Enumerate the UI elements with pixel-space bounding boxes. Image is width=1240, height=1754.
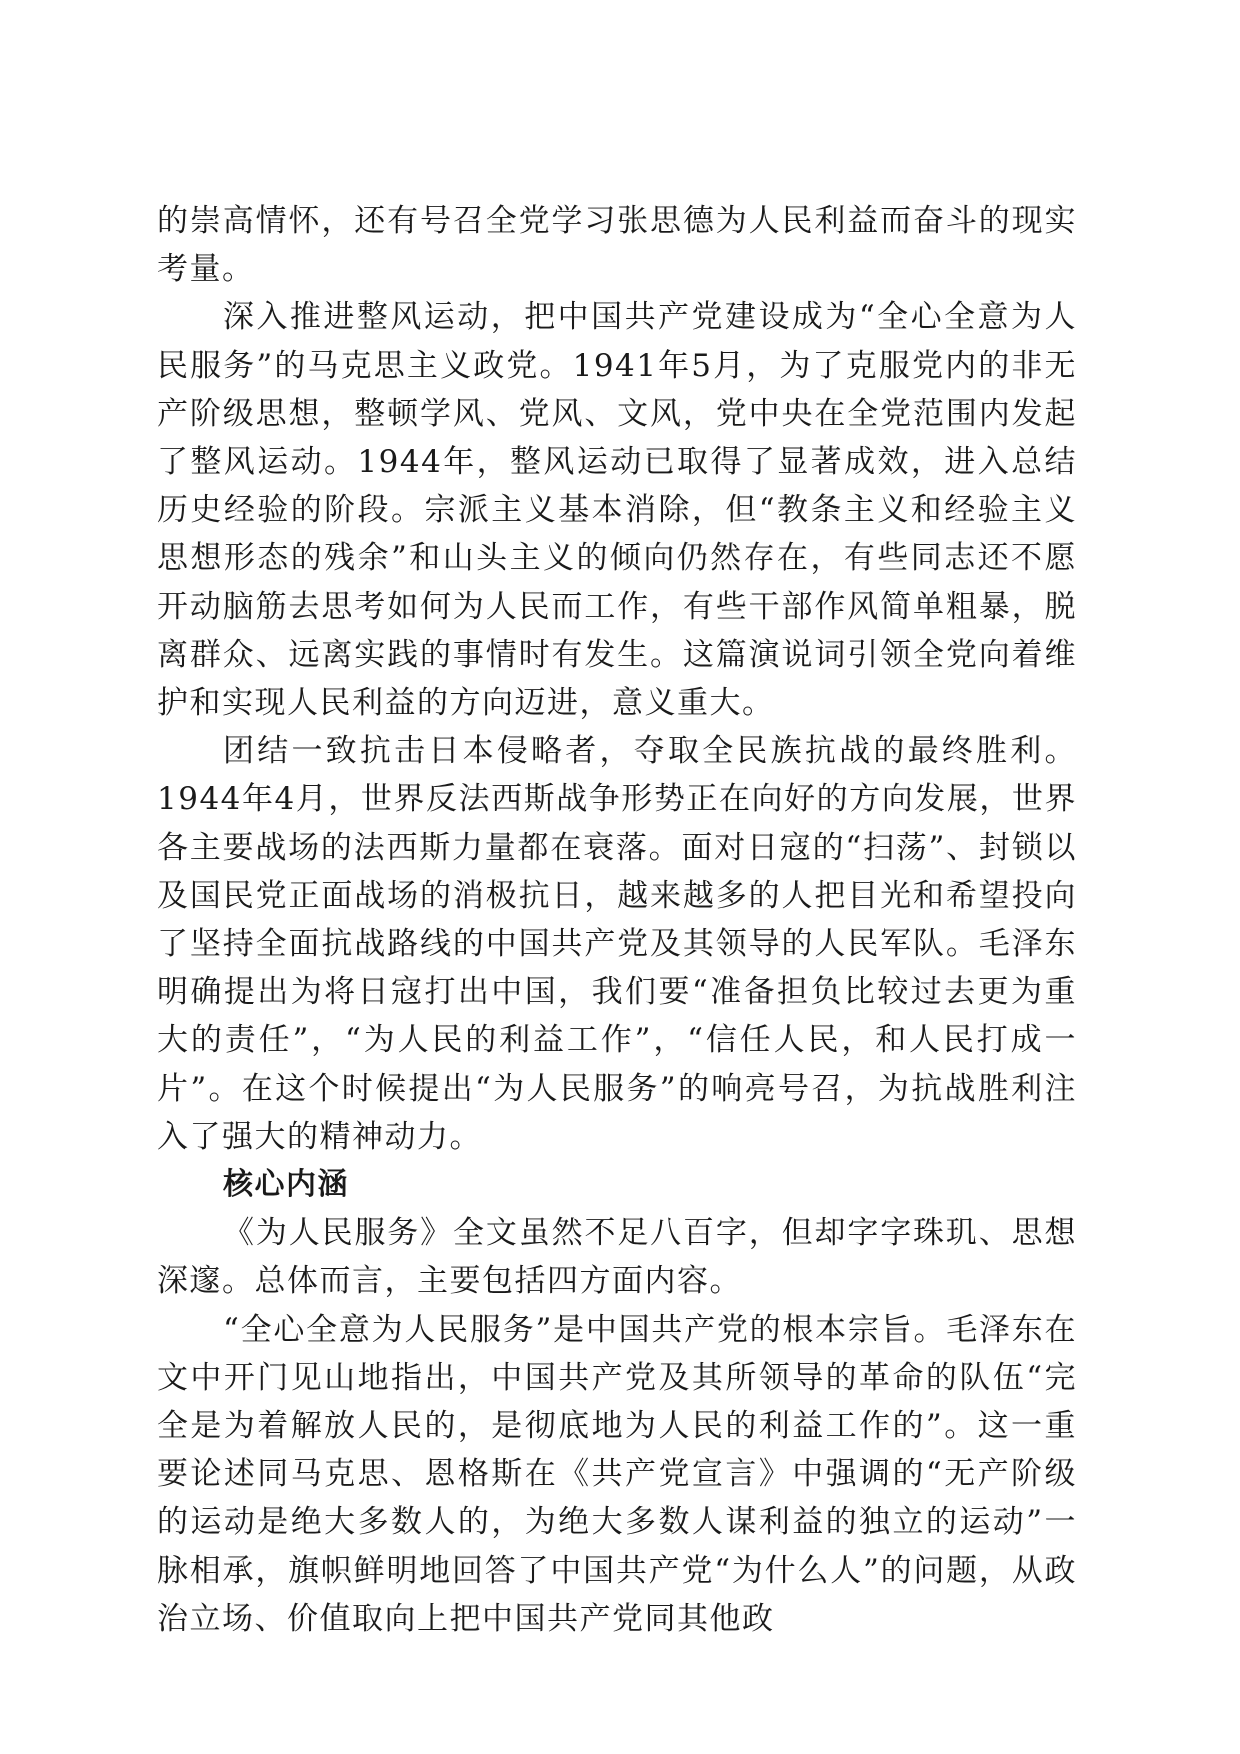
paragraph-rectification-movement: 深入推进整风运动，把中国共产党建设成为“全心全意为人民服务”的马克思主义政党。1941年5月，为了克服党内的非无产阶级思想，整顿学风、党风、文风，党中央在全党范围内发起了整风运动。1944年，整风运动已取得了显著成效，进入总结历史经验的阶段。宗派主义基本消除，但“教条主义和经验主义思想形态的残余”和山头主义的倾向仍然存在，有些同志还不愿开动脑筋去思考如何为人民而工作，有些干部作风简单粗暴，脱离群众、远离实践的事情时有发生。这篇演说词引领全党向着维护和实现人民利益的方向迈进，意义重大。: [157, 299, 1077, 722]
paragraph-continuation: 的崇高情怀，还有号召全党学习张思德为人民利益而奋斗的现实考量。: [157, 203, 1077, 288]
paragraph-overview: 《为人民服务》全文虽然不足八百字，但却字字珠玑、思想深邃。总体而言，主要包括四方面内容。: [157, 1215, 1077, 1300]
paragraph-anti-japanese-war: 团结一致抗击日本侵略者，夺取全民族抗战的最终胜利。1944年4月，世界反法西斯战争形势正在向好的方向发展，世界各主要战场的法西斯力量都在衰落。面对日寇的“扫荡”、封锁以及国民党正面战场的消极抗日，越来越多的人把目光和希望投向了坚持全面抗战路线的中国共产党及其领导的人民军队。毛泽东明确提出为将日寇打出中国，我们要“准备担负比较过去更为重大的责任”，“为人民的利益工作”，“信任人民，和人民打成一片”。在这个时候提出“为人民服务”的响亮号召，为抗战胜利注入了强大的精神动力。: [157, 733, 1077, 1155]
paragraph-fundamental-purpose: “全心全意为人民服务”是中国共产党的根本宗旨。毛泽东在文中开门见山地指出，中国共产党及其所领导的革命的队伍“完全是为着解放人民的，是彻底地为人民的利益工作的”。这一重要论述同马克思、恩格斯在《共产党宣言》中强调的“无产阶级的运动是绝大多数人的，为绝大多数人谋利益的独立的运动”一脉相承，旗帜鲜明地回答了中国共产党“为什么人”的问题，从政治立场、价值取向上把中国共产党同其他政: [157, 1311, 1077, 1637]
section-heading: 核心内涵: [223, 1167, 349, 1203]
document-body: [157, 197, 1077, 1643]
